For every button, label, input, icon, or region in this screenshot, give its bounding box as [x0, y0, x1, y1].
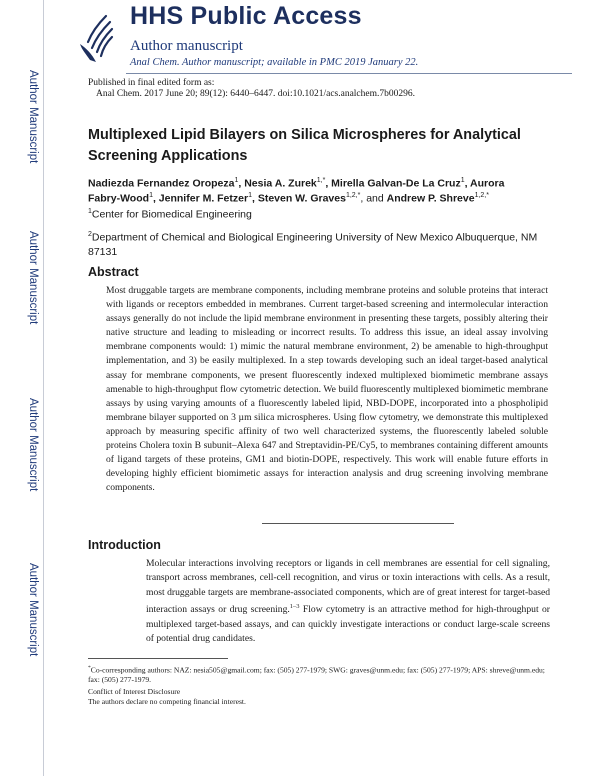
author-affil-sup: 1: [248, 192, 252, 199]
affiliation-sup: 1: [88, 208, 92, 215]
author-name[interactable]: , Aurora: [464, 177, 505, 190]
left-margin-rule: [43, 0, 44, 776]
published-label: Published in final edited form as:: [88, 78, 215, 88]
author-affil-sup: 1: [149, 192, 153, 199]
abstract-heading: Abstract: [88, 265, 139, 279]
affiliation-text: Department of Chemical and Biological Engineering University of New Mexico Albuquerque, NM 87131: [88, 231, 538, 258]
author-manuscript-label: Author manuscript: [130, 38, 243, 54]
affiliation-2: [88, 228, 548, 259]
journal-availability-text: Anal Chem. Author manuscript; available in PMC 2019 January 22.: [130, 57, 419, 68]
conflict-of-interest-text: The authors declare no competing financial interest.: [88, 697, 246, 706]
hhs-public-access-title: HHS Public Access: [130, 2, 362, 30]
affiliation-1: [88, 208, 252, 221]
author-affil-sup: 1: [234, 177, 239, 184]
author-name[interactable]: Fabry-Wood: [88, 192, 150, 205]
citation-line[interactable]: Anal Chem. 2017 June 20; 89(12): 6440–6447. doi:10.1021/acs.analchem.7b00296.: [96, 89, 415, 99]
authors-line-1: [88, 177, 504, 190]
author-affil-sup: 1,*: [316, 177, 326, 184]
footnote-marker: *: [88, 665, 91, 671]
header-rule: [126, 73, 572, 74]
abstract-text: Most druggable targets are membrane components, including membrane proteins and soluble proteins that interact with ligands or receptors embedded in membranes. Current target-based screening and intermolecular interaction assays generally do not include the lipid membrane environment in presenting these targets, possibly altering their native structure and leading to misleading or incorrect results. To address this issue, an ideal assay involving membrane components would: 1) mimic the natural membrane environment, 2) be amenable to high-throughput implementation, and 3) be easily multiplexed. In a step towards developing such an ideal target-based analytical assay for membrane components, we present fluorescently indexed multiplexed biomimetic membrane assays amenable to high-throughput flow cytometric detection. We build fluorescently multiplexed biomimetic membrane assays by using varying amounts of a fluorescently labeled lipid, NBD-DOPE, incorporated into a phospholipid membrane bilayer supported on 3 µm silica microspheres. Using flow cytometry, we demonstrate this multiplexed approach by measuring specific affinity of two well characterized systems, the fluorescently labeled soluble proteins Cholera toxin B subunit–Alexa 647 and Streptavidin-PE/Cy5, to membranes containing different amounts of ligand targets of these proteins, GM1 and biotin-DOPE, respectively. This work will enable future efforts in developing highly efficient biomimetic assays for interaction analysis and drug screening involving membrane components.: [106, 285, 548, 494]
conflict-of-interest-label: Conflict of Interest Disclosure: [88, 687, 181, 696]
author-name[interactable]: , Nesia A. Zurek: [238, 177, 317, 190]
hhs-eagle-logo-icon: [76, 10, 116, 66]
author-name[interactable]: Nadiezda Fernandez Oropeza: [88, 177, 235, 190]
author-name[interactable]: , Mirella Galvan-De La Cruz: [325, 177, 461, 190]
intro-text-part-1: Molecular interactions involving receptors or ligands in cell membranes are essential for cell signaling, transport across membranes, cell-cell recognition, and virus or toxin interactions with cells. As a result, most druggable targets are membrane-associated components, which are of great interest for target-based interaction assays or drug screening.: [146, 558, 550, 616]
abstract-end-rule: [262, 523, 454, 524]
introduction-heading: Introduction: [88, 538, 161, 552]
author-affil-sup: 1,2,*: [474, 192, 489, 199]
footnote-text: Co-corresponding authors: NAZ: nesia505@gmail.com; fax: (505) 277-1979; SWG: graves@unm.edu; fax: (505) 277-1979; APS: shreve@unm.edu; fax: (505) 277-1979.: [88, 665, 545, 685]
side-label-author-manuscript-1: Author Manuscript: [27, 70, 39, 164]
affiliation-sup: 2: [88, 231, 92, 238]
author-name[interactable]: , Jennifer M. Fetzer: [152, 192, 249, 205]
intro-text-part-2: Flow cytometry is an attractive method for high-throughput or multiplexed target-based assays, and can quickly investigate interactions or conduct large-scale screens of potential drug candidates.: [146, 604, 550, 645]
journal-availability-line: [130, 57, 418, 68]
author-name[interactable]: Andrew P. Shreve: [386, 192, 475, 205]
corresponding-author-footnote: [88, 664, 550, 685]
author-conjunction: , and: [360, 192, 387, 205]
footnote-rule: [88, 658, 228, 659]
author-affil-sup: 1: [460, 177, 465, 184]
paper-title: Multiplexed Lipid Bilayers on Silica Microspheres for Analytical Screening Applications: [88, 127, 521, 164]
author-affil-sup: 1,2,*: [345, 192, 361, 199]
side-label-author-manuscript-2: Author Manuscript: [27, 231, 39, 325]
side-label-author-manuscript-3: Author Manuscript: [27, 398, 39, 492]
affiliation-text: Center for Biomedical Engineering: [91, 208, 252, 221]
side-label-author-manuscript-4: Author Manuscript: [27, 563, 39, 657]
introduction-text: [146, 557, 550, 647]
authors-line-2: [88, 192, 489, 205]
author-name[interactable]: , Steven W. Graves: [251, 192, 346, 205]
reference-citation[interactable]: 1–3: [289, 603, 300, 611]
